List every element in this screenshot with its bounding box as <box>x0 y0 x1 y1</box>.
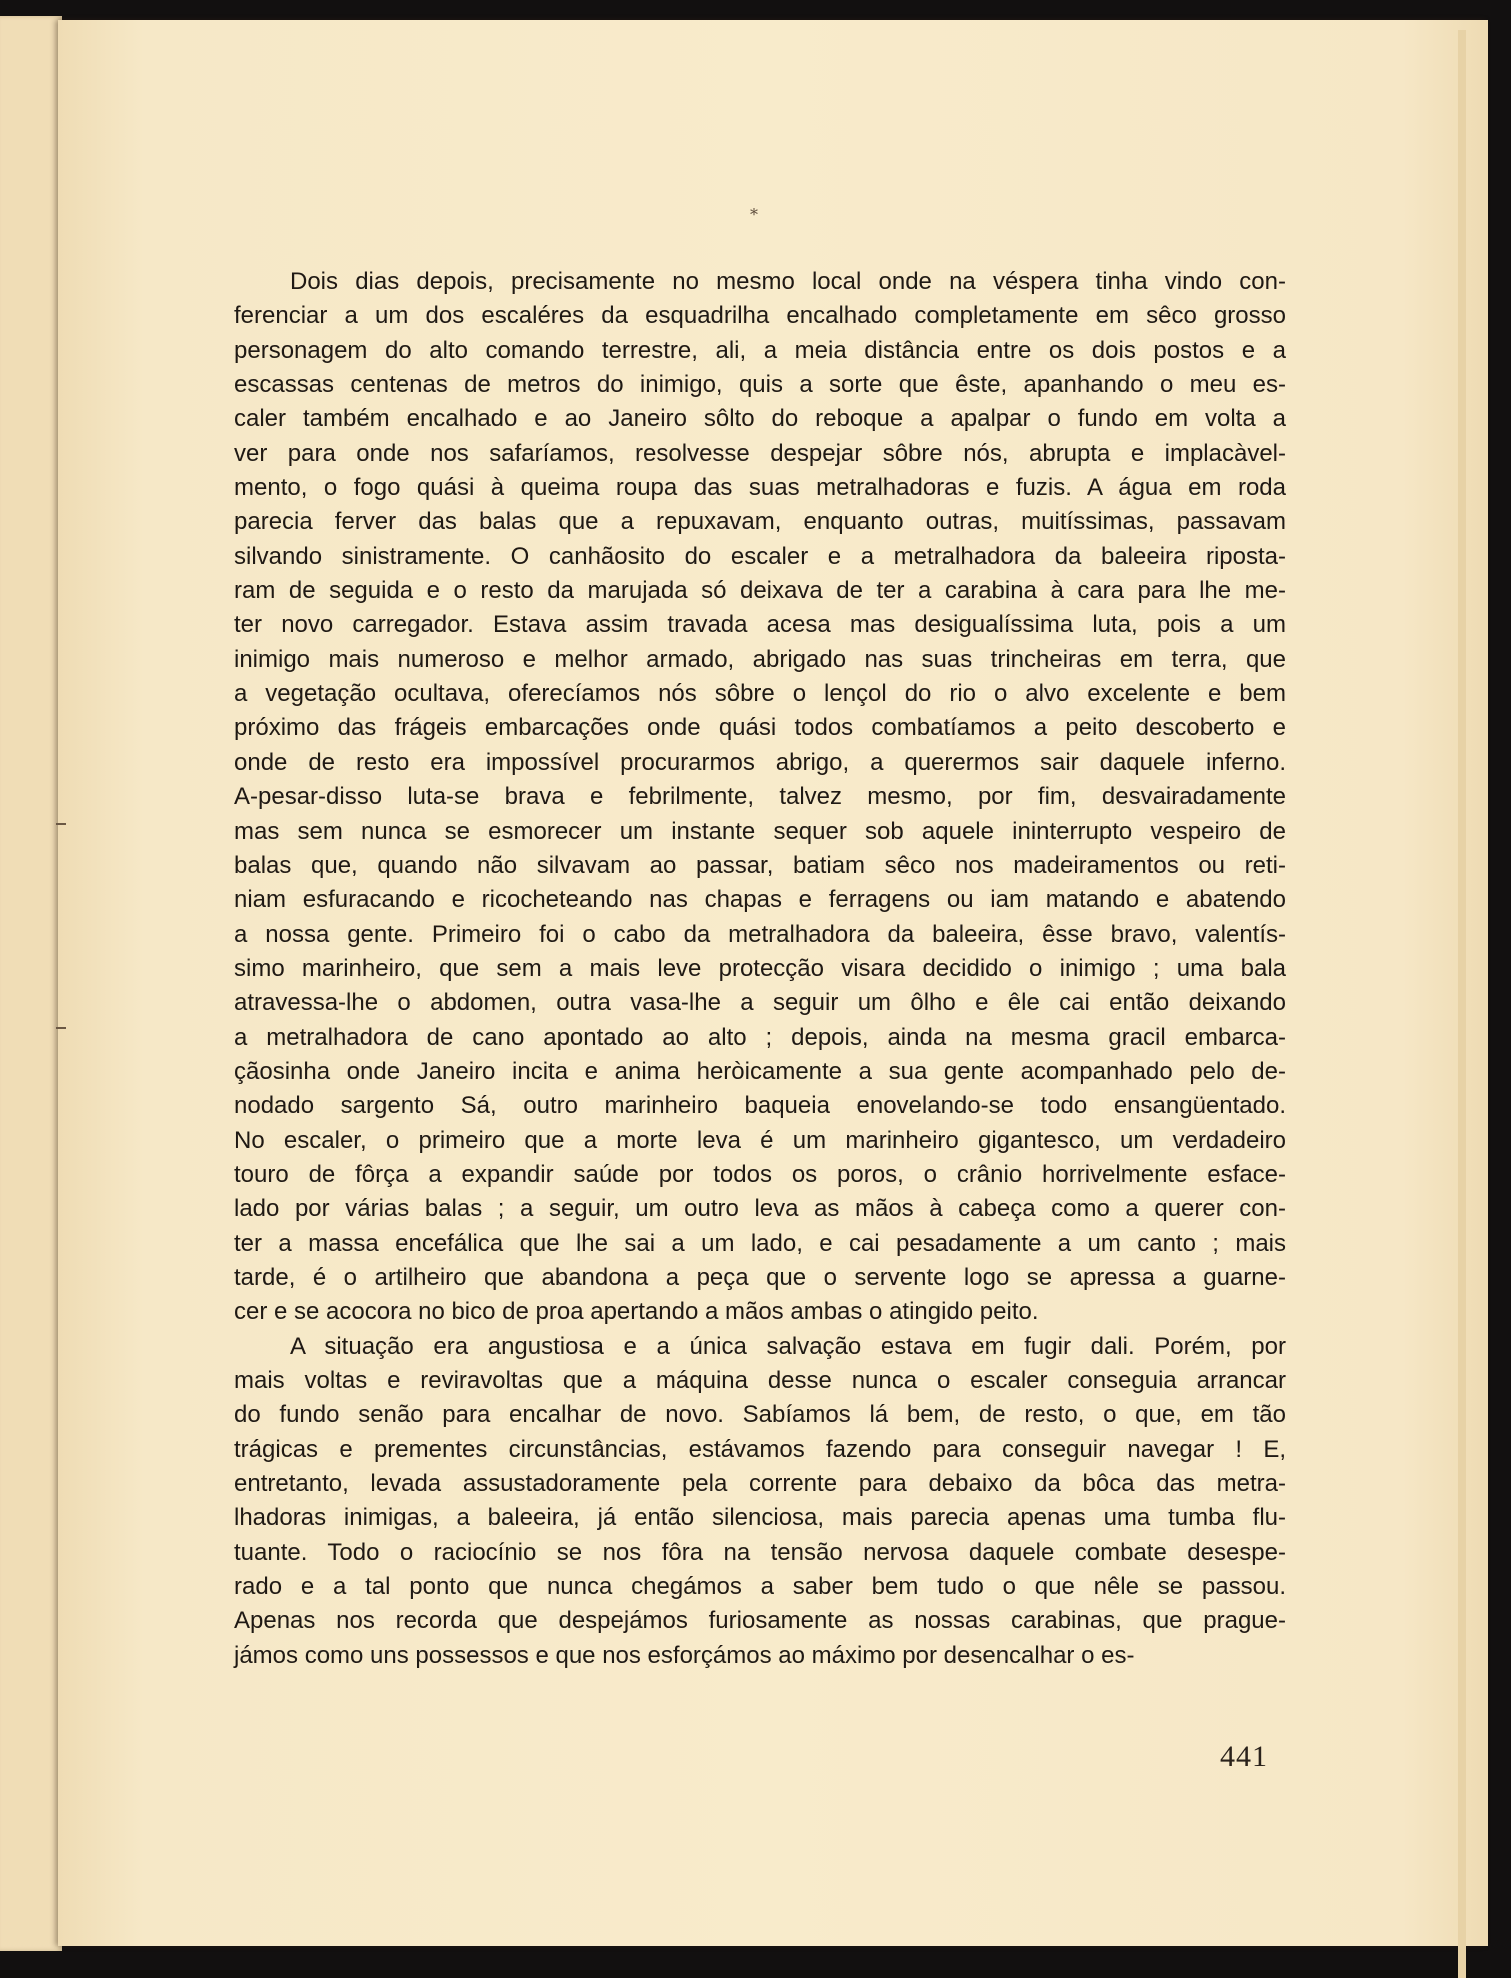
page-body-text <box>234 265 1286 1673</box>
paragraph-1-line: ram de seguida e o resto da marujada só deixava de ter a carabina à cara para lhe me- <box>234 577 1286 605</box>
paragraph-1-line: ferenciar a um dos escaléres da esquadrilha encalhado completamente em sêco grosso <box>234 302 1286 330</box>
paragraph-1-line: lado por várias balas ; a seguir, um outro leva as mãos à cabeça como a querer con- <box>234 1195 1286 1223</box>
section-mark: * <box>750 205 758 224</box>
paragraph-1-line: a metralhadora de cano apontado ao alto ; depois, ainda na mesma gracil embarca- <box>234 1023 1286 1051</box>
paragraph-2-line: lhadoras inimigas, a baleeira, já então silenciosa, mais parecia apenas uma tumba flu- <box>234 1504 1286 1532</box>
paragraph-1-line: atravessa-lhe o abdomen, outra vasa-lhe a seguir um ôlho e êle cai então deixando <box>234 989 1286 1017</box>
paragraph-1-line: a nossa gente. Primeiro foi o cabo da metralhadora da baleeira, êsse bravo, valentís- <box>234 920 1286 948</box>
paragraph-2-line: do fundo senão para encalhar de novo. Sabíamos lá bem, de resto, o que, em tão <box>234 1401 1286 1429</box>
paragraph-1-line: inimigo mais numeroso e melhor armado, abrigado nas suas trincheiras em terra, que <box>234 645 1286 673</box>
paragraph-1-line: ver para onde nos safaríamos, resolvesse despejar sôbre nós, abrupta e implacàvel- <box>234 439 1286 467</box>
paragraph-1-line: escassas centenas de metros do inimigo, quis a sorte que êste, apanhando o meu es- <box>234 371 1286 399</box>
paragraph-1-line: niam esfuracando e ricocheteando nas chapas e ferragens ou iam matando e abatendo <box>234 886 1286 914</box>
margin-tick <box>56 1027 66 1029</box>
paragraph-1-line: parecia ferver das balas que a repuxavam, enquanto outras, muitíssimas, passavam <box>234 508 1286 536</box>
page-number: 441 <box>1220 1740 1268 1773</box>
paragraph-2-line: trágicas e prementes circunstâncias, estávamos fazendo para conseguir navegar ! E, <box>234 1435 1286 1463</box>
paragraph-1-line: nodado sargento Sá, outro marinheiro baqueia enovelando-se todo ensangüentado. <box>234 1092 1286 1120</box>
paragraph-1-line: No escaler, o primeiro que a morte leva é um marinheiro gigantesco, um verdadeiro <box>234 1126 1286 1154</box>
paragraph-1-line: a vegetação ocultava, oferecíamos nós sôbre o lençol do rio o alvo excelente e bem <box>234 680 1286 708</box>
paragraph-1-line: balas que, quando não silvavam ao passar, batiam sêco nos madeiramentos ou reti- <box>234 851 1286 879</box>
paragraph-2-line: tuante. Todo o raciocínio se nos fôra na tensão nervosa daquele combate desespe- <box>234 1538 1286 1566</box>
paragraph-2-line: A situação era angustiosa e a única salvação estava em fugir dali. Porém, por <box>290 1332 1286 1360</box>
paragraph-1-line: mas sem nunca se esmorecer um instante sequer sob aquele ininterrupto vespeiro de <box>234 817 1286 845</box>
paragraph-1-line: touro de fôrça a expandir saúde por todos os poros, o crânio horrivelmente esface- <box>234 1160 1286 1188</box>
paragraph-1-line: onde de resto era impossível procurarmos abrigo, a querermos sair daquele inferno. <box>234 748 1286 776</box>
paragraph-2-line: mais voltas e reviravoltas que a máquina desse nunca o escaler conseguia arrancar <box>234 1367 1286 1394</box>
paragraph-2-line: jámos como uns possessos e que nos esforçámos ao máximo por desencalhar o es- <box>234 1641 1135 1669</box>
paragraph-1-line: mento, o fogo quási à queima roupa das suas metralhadoras e fuzis. A água em roda <box>234 474 1286 502</box>
paragraph-2-line: entretanto, levada assustadoramente pela corrente para debaixo da bôca das metra- <box>234 1470 1286 1498</box>
previous-page-edge <box>0 16 62 1951</box>
paragraph-1-line: personagem do alto comando terrestre, ali, a meia distância entre os dois postos e a <box>234 336 1286 364</box>
paragraph-1-line: caler também encalhado e ao Janeiro sôlto do reboque a apalpar o fundo em volta a <box>234 405 1286 433</box>
paragraph-1-line: silvando sinistramente. O canhãosito do escaler e a metralhadora da baleeira riposta- <box>234 542 1286 570</box>
margin-tick <box>56 823 66 825</box>
page-fore-edge <box>1458 30 1466 1978</box>
paragraph-1-line: ter a massa encefálica que lhe sai a um lado, e cai pesadamente a um canto ; mais <box>234 1229 1286 1257</box>
paragraph-1-line: próximo das frágeis embarcações onde quási todos combatíamos a peito descoberto e <box>234 714 1286 742</box>
paragraph-2-line: Apenas nos recorda que despejámos furiosamente as nossas carabinas, que prague- <box>234 1607 1286 1635</box>
paragraph-1-line: tarde, é o artilheiro que abandona a peça que o servente logo se apressa a guarne- <box>234 1263 1286 1291</box>
paragraph-1-line: çãosinha onde Janeiro incita e anima heròicamente a sua gente acompanhado pelo de- <box>234 1057 1286 1085</box>
paragraph-1-line: cer e se acocora no bico de proa apertando a mãos ambas o atingido peito. <box>234 1298 1039 1326</box>
paragraph-1-line: simo marinheiro, que sem a mais leve protecção visara decidido o inimigo ; uma bala <box>234 954 1286 982</box>
paragraph-1-line: Dois dias depois, precisamente no mesmo local onde na véspera tinha vindo con- <box>290 268 1286 295</box>
paragraph-1-line: A-pesar-disso luta-se brava e febrilmente, talvez mesmo, por fim, desvairadamente <box>234 783 1286 811</box>
paragraph-1-line: ter novo carregador. Estava assim travada acesa mas desigualíssima luta, pois a um <box>234 611 1286 639</box>
paragraph-2-line: rado e a tal ponto que nunca chegámos a saber bem tudo o que nêle se passou. <box>234 1573 1286 1601</box>
